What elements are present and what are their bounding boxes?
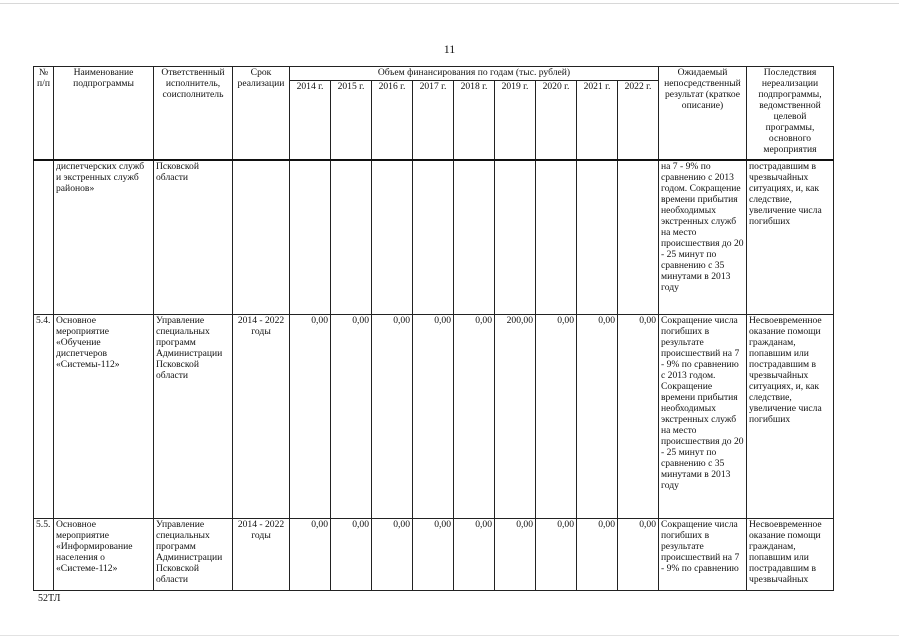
page-number: 11 (443, 42, 456, 56)
row-term: 2014 - 2022 годы (233, 519, 290, 591)
table-row (34, 160, 834, 315)
header-responsible: Ответственный исполнитель, соисполнитель (154, 67, 233, 160)
row-value: 0,00 (290, 519, 331, 591)
row-value (331, 160, 372, 315)
scan-edge-bottom (0, 635, 899, 636)
header-year: 2019 г. (495, 81, 536, 160)
row-value: 0,00 (536, 519, 577, 591)
row-value: 0,00 (331, 519, 372, 591)
row-value (618, 160, 659, 315)
row-consequences: пострадавшим в чрезвычайных ситуациях, и, как следствие, увеличение числа погибших (747, 160, 834, 315)
header-result: Ожидаемый непосредственный результат (краткое описание) (659, 67, 747, 160)
header-consequences: Последствия нереализации подпрограммы, ведомственной целевой программы, основного мероприятия (747, 67, 834, 160)
row-value: 0,00 (618, 519, 659, 591)
row-value: 0,00 (413, 519, 454, 591)
row-responsible: Управление специальных программ Администрации Псковской области (154, 519, 233, 591)
header-term: Срок реализации (233, 67, 290, 160)
row-result: Сокращение числа погибших в результате происшествий на 7 - 9% по сравнению (659, 519, 747, 591)
table-row (34, 315, 834, 519)
row-result: на 7 - 9% по сравнению с 2013 годом. Сокращение времени прибытия необходимых экстренных служб на место происшествия до 20 - 25 минут по сравнению с 35 минутами в 2013 году (659, 160, 747, 315)
row-value: 0,00 (577, 519, 618, 591)
row-num: 5.5. (34, 519, 54, 591)
header-year: 2018 г. (454, 81, 495, 160)
row-term: 2014 - 2022 годы (233, 315, 290, 519)
row-value: 0,00 (372, 315, 413, 519)
row-value (372, 160, 413, 315)
header-year: 2014 г. (290, 81, 331, 160)
header-year: 2015 г. (331, 81, 372, 160)
row-name: диспетчерских служб и экстренных служб районов» (54, 160, 154, 315)
row-responsible: Управление специальных программ Администрации Псковской области (154, 315, 233, 519)
row-value: 0,00 (372, 519, 413, 591)
row-value (454, 160, 495, 315)
header-year: 2022 г. (618, 81, 659, 160)
header-year: 2017 г. (413, 81, 454, 160)
row-value (577, 160, 618, 315)
row-value: 0,00 (290, 315, 331, 519)
row-consequences: Несвоевременное оказание помощи гражданам, попавшим или пострадавшим в чрезвычайных ситуациях, и, как следствие, увеличение числа погибших (747, 315, 834, 519)
row-value (290, 160, 331, 315)
row-responsible: Псковской области (154, 160, 233, 315)
table-row (34, 519, 834, 591)
row-value (413, 160, 454, 315)
row-name: Основное мероприятие «Обучение диспетчеров «Системы-112» (54, 315, 154, 519)
row-value: 0,00 (413, 315, 454, 519)
header-financing: Объем финансирования по годам (тыс. рублей) (290, 67, 659, 81)
header-name: Наименование подпрограммы (54, 67, 154, 160)
financing-table (33, 66, 834, 591)
row-value (495, 160, 536, 315)
row-result: Сокращение числа погибших в результате происшествий на 7 - 9% по сравнению с 2013 годом. Сокращение времени прибытия необходимых экстренных служб на место происшествия до 20 - 25 минут по сравнению с 35 минутами в 2013 году (659, 315, 747, 519)
row-value: 0,00 (454, 519, 495, 591)
header-year: 2016 г. (372, 81, 413, 160)
row-value: 200,00 (495, 315, 536, 519)
row-value: 0,00 (454, 315, 495, 519)
scan-edge-top (0, 3, 899, 4)
row-value: 0,00 (536, 315, 577, 519)
row-value: 0,00 (495, 519, 536, 591)
header-num: № п/п (34, 67, 54, 160)
row-num: 5.4. (34, 315, 54, 519)
row-consequences: Несвоевременное оказание помощи гражданам, попавшим или пострадавшим в чрезвычайных (747, 519, 834, 591)
row-value (536, 160, 577, 315)
row-value: 0,00 (618, 315, 659, 519)
header-year: 2020 г. (536, 81, 577, 160)
row-value: 0,00 (331, 315, 372, 519)
row-num (34, 160, 54, 315)
header-year: 2021 г. (577, 81, 618, 160)
footer-code: 52ТЛ (38, 593, 61, 604)
row-name: Основное мероприятие «Информирование населения о «Системе-112» (54, 519, 154, 591)
row-term (233, 160, 290, 315)
row-value: 0,00 (577, 315, 618, 519)
